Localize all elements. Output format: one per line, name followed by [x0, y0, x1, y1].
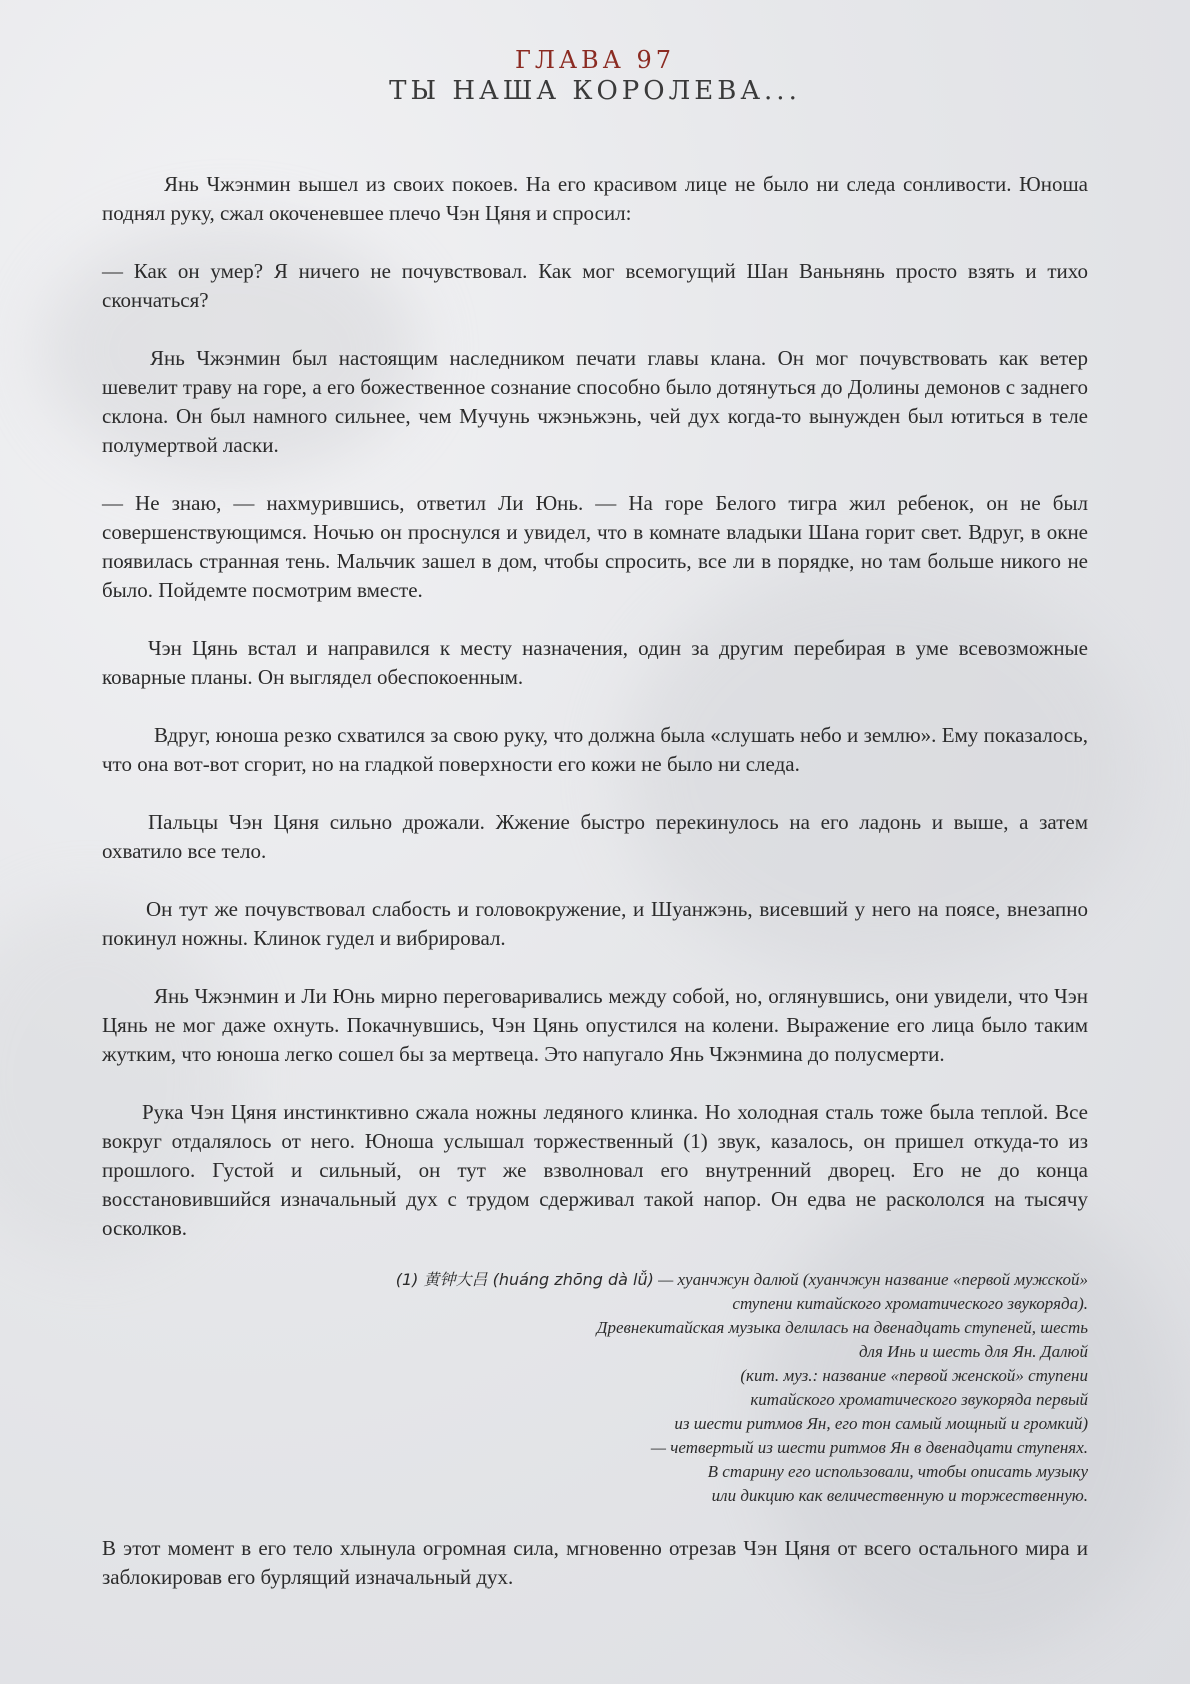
footnote-marker: (1) 黄钟大吕 (huáng zhōng dà lǚ): [395, 1270, 654, 1289]
chapter-title: ТЫ НАША КОРОЛЕВА...: [389, 76, 801, 106]
paragraph: Вдруг, юноша резко схватился за свою руку, что должна была «слушать небо и землю». Ему показалось, что она вот-вот сгорит, но на гладкой поверхности его кожи не было ни следа.: [102, 723, 1088, 776]
paragraph: — Не знаю, — нахмурившись, ответил Ли Юнь. — На горе Белого тигра жил ребенок, он не был совершенствующимся. Ночью он проснулся и увидел, что в комнате владыки Шана горит свет. Вдруг, в окне появилась странная тень. Мальчик зашел в дом, чтобы спросить, все ли в порядке, но там больше никого не было. Пойдемте посмотрим вместе.: [102, 491, 1088, 602]
paragraph: Рука Чэн Цяня инстинктивно сжала ножны ледяного клинка. Но холодная сталь тоже была теплой. Все вокруг отдалялось от него. Юноша услышал торжественный (1) звук, казалось, он пришел откуда-то из прошлого. Густой и сильный, он тут же взволновал его внутренний дворец. Его не до конца восстановившийся изначальный дух с трудом сдерживал такой напор. Он едва не раскололся на тысячу осколков.: [102, 1100, 1088, 1240]
paragraph: Янь Чжэнмин и Ли Юнь мирно переговаривались между собой, но, оглянувшись, они увидели, что Чэн Цянь не мог даже охнуть. Покачнувшись, Чэн Цянь опустился на колени. Выражение его лица было таким жутким, что юноша легко сошел бы за мертвеца. Это напугало Янь Чжэнмина до полусмерти.: [102, 984, 1088, 1066]
paragraph: — Как он умер? Я ничего не почувствовал. Как мог всемогущий Шан Ваньнянь просто взять и тихо скончаться?: [102, 259, 1088, 312]
document-page: [102, 0, 1088, 1684]
footnote-line: В старину его использовали, чтобы описать музыку: [707, 1462, 1088, 1481]
footnote: [102, 1268, 1088, 1508]
footnote-line: ступени китайского хроматического звукоряда).: [732, 1294, 1088, 1313]
footnote-line: — четвертый из шести ритмов Ян в двенадцати ступенях.: [650, 1438, 1088, 1457]
paragraph: Чэн Цянь встал и направился к месту назначения, один за другим перебирая в уме всевозможные коварные планы. Он выглядел обеспокоенным.: [102, 636, 1088, 689]
footnote-line: [102, 1268, 1088, 1292]
footnote-line: китайского хроматического звукоряда первый: [750, 1390, 1088, 1409]
footnote-line: из шести ритмов Ян, его тон самый мощный и громкий): [674, 1414, 1088, 1433]
footnote-line: для Инь и шесть для Ян. Далюй: [858, 1342, 1088, 1361]
paragraph: Янь Чжэнмин был настоящим наследником печати главы клана. Он мог почувствовать как ветер шевелит траву на горе, а его божественное сознание способно было дотянуться до Долины демонов с заднего склона. Он был намного сильнее, чем Мучунь чжэньжэнь, чей дух когда-то вынужден был ютиться в теле полумертвой ласки.: [102, 346, 1088, 457]
paragraph: Янь Чжэнмин вышел из своих покоев. На его красивом лице не было ни следа сонливости. Юноша поднял руку, сжал окоченевшее плечо Чэн Цяня и спросил:: [102, 172, 1088, 225]
paragraph: Он тут же почувствовал слабость и головокружение, и Шуанжэнь, висевший у него на поясе, внезапно покинул ножны. Клинок гудел и вибрировал.: [102, 897, 1088, 950]
footnote-text: — хуанчжун далюй (хуанчжун название «первой мужской»: [653, 1270, 1088, 1289]
footnote-line: Древнекитайская музыка делилась на двенадцать ступеней, шесть: [596, 1318, 1088, 1337]
footnote-line: (кит. муз.: название «первой женской» ступени: [740, 1366, 1088, 1385]
paragraph: Пальцы Чэн Цяня сильно дрожали. Жжение быстро перекинулось на его ладонь и выше, а затем охватило все тело.: [102, 810, 1088, 863]
footnote-line: или дикцию как величественную и торжественную.: [711, 1486, 1088, 1505]
paragraph: В этот момент в его тело хлынула огромная сила, мгновенно отрезав Чэн Цяня от всего остального мира и заблокировав его бурлящий изначальный дух.: [102, 1536, 1088, 1589]
chapter-number: ГЛАВА 97: [514, 46, 676, 74]
chapter-body: [102, 170, 1088, 1621]
chapter-header: [102, 46, 1088, 108]
